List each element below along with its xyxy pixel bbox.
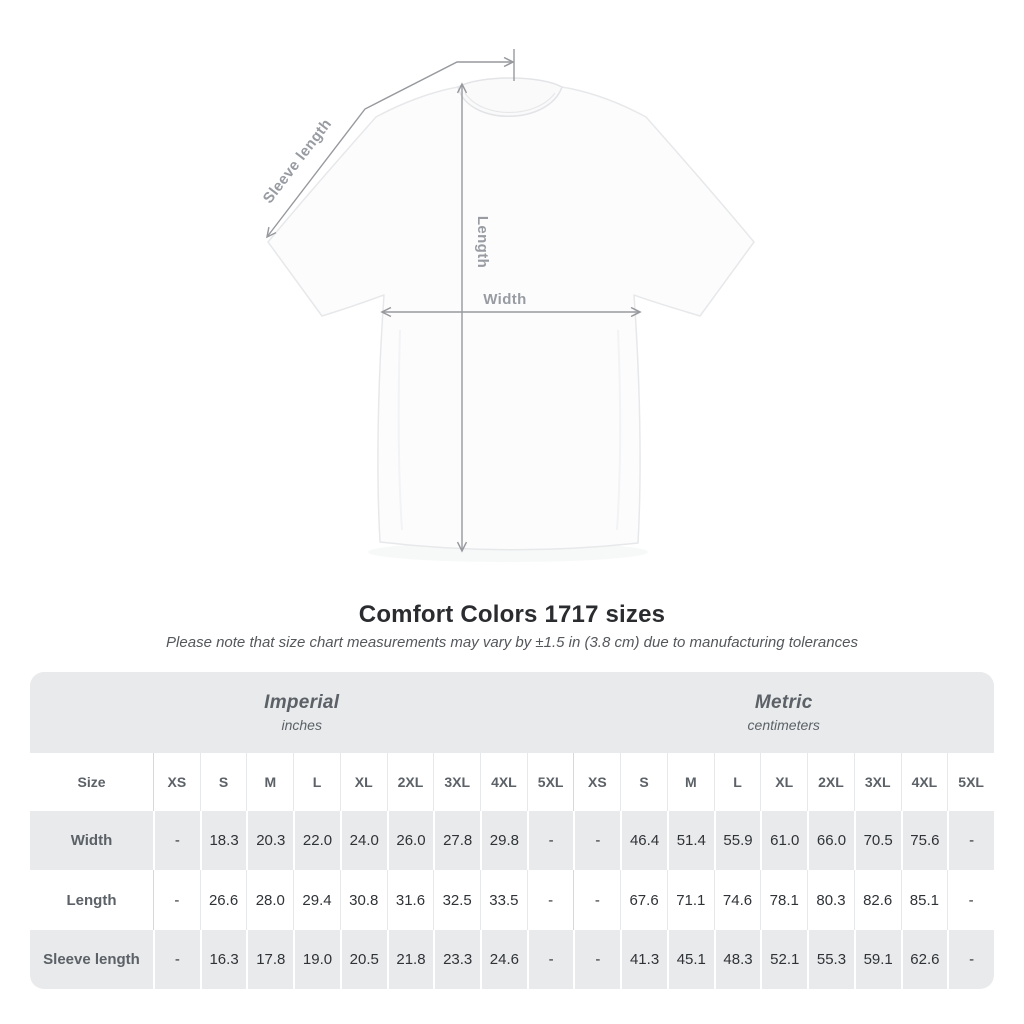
- table-cell: 80.3: [807, 870, 854, 930]
- table-cell: 66.0: [807, 811, 854, 870]
- col-header-metric-3xl: 3XL: [854, 753, 901, 811]
- table-cell: 19.0: [293, 930, 340, 989]
- table-cell: 17.8: [246, 930, 293, 989]
- table-cell: 28.0: [246, 870, 293, 930]
- table-cell: 46.4: [620, 811, 667, 870]
- col-header-imperial-m: M: [246, 753, 293, 811]
- table-cell: 20.3: [246, 811, 293, 870]
- unit-group-unit: centimeters: [747, 717, 820, 733]
- col-header-metric-4xl: 4XL: [901, 753, 948, 811]
- row-label-width: Width: [30, 811, 153, 870]
- table-cell: -: [527, 811, 574, 870]
- table-cell: 29.8: [480, 811, 527, 870]
- row-label-length: Length: [30, 870, 153, 930]
- table-cell: 22.0: [293, 811, 340, 870]
- table-cell: 52.1: [760, 930, 807, 989]
- table-cell: 55.3: [807, 930, 854, 989]
- table-cell: 33.5: [480, 870, 527, 930]
- col-header-metric-s: S: [620, 753, 667, 811]
- unit-group-imperial: [30, 672, 573, 753]
- table-cell: -: [153, 870, 200, 930]
- col-header-imperial-4xl: 4XL: [480, 753, 527, 811]
- table-cell: 55.9: [714, 811, 761, 870]
- col-header-imperial-l: L: [293, 753, 340, 811]
- table-cell: 48.3: [714, 930, 761, 989]
- col-header-metric-l: L: [714, 753, 761, 811]
- row-label-sleeve-length: Sleeve length: [30, 930, 153, 989]
- col-header-metric-m: M: [667, 753, 714, 811]
- col-header-imperial-xs: XS: [153, 753, 200, 811]
- table-cell: 59.1: [854, 930, 901, 989]
- table-cell: 29.4: [293, 870, 340, 930]
- table-cell: 70.5: [854, 811, 901, 870]
- table-cell: 31.6: [387, 870, 434, 930]
- col-header-metric-5xl: 5XL: [947, 753, 994, 811]
- table-cell: 61.0: [760, 811, 807, 870]
- col-header-metric-xs: XS: [573, 753, 620, 811]
- table-cell: 24.0: [340, 811, 387, 870]
- col-header-metric-xl: XL: [760, 753, 807, 811]
- table-cell: -: [947, 870, 994, 930]
- size-table: [30, 672, 994, 989]
- page-title: Comfort Colors 1717 sizes: [358, 601, 666, 628]
- col-header-imperial-s: S: [200, 753, 247, 811]
- table-cell: 24.6: [480, 930, 527, 989]
- table-cell: -: [527, 870, 574, 930]
- table-cell: 41.3: [620, 930, 667, 989]
- size-column-header: Size: [30, 753, 153, 811]
- table-cell: -: [573, 811, 620, 870]
- table-cell: 32.5: [433, 870, 480, 930]
- table-cell: 71.1: [667, 870, 714, 930]
- table-cell: 16.3: [200, 930, 247, 989]
- col-header-imperial-2xl: 2XL: [387, 753, 434, 811]
- unit-group-name: Imperial: [264, 692, 340, 713]
- table-cell: 21.8: [387, 930, 434, 989]
- table-cell: 27.8: [433, 811, 480, 870]
- table-cell: -: [947, 811, 994, 870]
- unit-group-unit: inches: [281, 717, 322, 733]
- table-cell: 85.1: [901, 870, 948, 930]
- table-cell: 67.6: [620, 870, 667, 930]
- table-cell: 18.3: [200, 811, 247, 870]
- table-cell: 78.1: [760, 870, 807, 930]
- table-cell: 30.8: [340, 870, 387, 930]
- table-cell: 23.3: [433, 930, 480, 989]
- length-label: Length: [474, 215, 491, 269]
- width-label: Width: [483, 291, 527, 308]
- table-cell: 82.6: [854, 870, 901, 930]
- table-cell: -: [527, 930, 574, 989]
- table-cell: 45.1: [667, 930, 714, 989]
- unit-group-name: Metric: [754, 692, 813, 713]
- table-cell: -: [573, 870, 620, 930]
- table-cell: 62.6: [901, 930, 948, 989]
- table-cell: -: [573, 930, 620, 989]
- table-cell: 26.0: [387, 811, 434, 870]
- col-header-metric-2xl: 2XL: [807, 753, 854, 811]
- tshirt-image: [268, 78, 754, 550]
- sleeve-length-label: Sleeve length: [259, 115, 336, 207]
- table-cell: 20.5: [340, 930, 387, 989]
- col-header-imperial-5xl: 5XL: [527, 753, 574, 811]
- col-header-imperial-3xl: 3XL: [433, 753, 480, 811]
- unit-group-metric: [573, 672, 994, 753]
- table-cell: 51.4: [667, 811, 714, 870]
- table-cell: 74.6: [714, 870, 761, 930]
- table-cell: 75.6: [901, 811, 948, 870]
- table-cell: -: [947, 930, 994, 989]
- table-cell: 26.6: [200, 870, 247, 930]
- table-cell: -: [153, 930, 200, 989]
- col-header-imperial-xl: XL: [340, 753, 387, 811]
- table-cell: -: [153, 811, 200, 870]
- tolerance-note: Please note that size chart measurements may vary by ±1.5 in (3.8 cm) due to manufacturing tolerances: [166, 634, 858, 651]
